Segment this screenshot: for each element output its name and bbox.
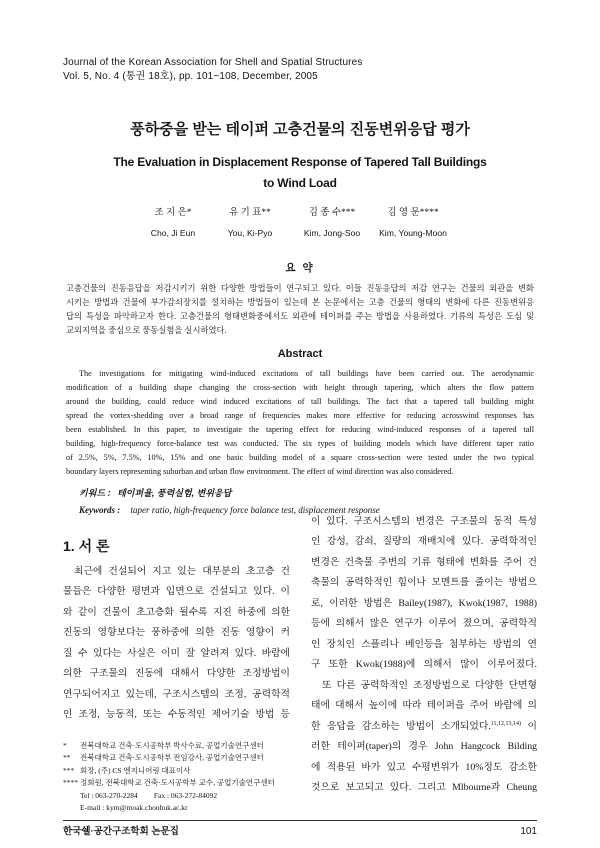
abstract-line: The investigations for mitigating wind-induced excitations of tall buildings have been carried out. The aerodynamic — [79, 369, 534, 378]
korean-abstract-line: 교외지역을 중심으로 풍동실험을 실시하였다. — [66, 326, 227, 335]
body-text-line: 인 조정, 능동적, 또는 수동적인 제어기술 방법 등 — [63, 709, 290, 721]
body-text-line: 연구되어지고 있는데, 구조시스템의 조정, 공력학적 — [63, 688, 290, 700]
footnote-fax: Fax : 063-272-84092 — [153, 790, 218, 800]
abstract-line: of 2.5%, 5%, 7.5%, 10%, 15% and one basic building model of a square cross-section were tested under the two typical — [66, 453, 534, 462]
author-english-name: Kim, Young-Moon — [379, 228, 447, 238]
abstract-line: building, high-frequency force-balance test was conducted. The six types of building models which have different taper ratio — [66, 439, 534, 448]
body-text-line: 인 장치인 스플리나 베인등을 첨부하는 방법의 연 — [311, 638, 537, 650]
body-text-line: 물들은 다양한 평면과 입면으로 건설되고 있다. 이 — [63, 586, 290, 598]
body-text-line: 이 있다. 구조시스템의 변경은 구조물의 동적 특성 — [311, 515, 537, 527]
body-text-line — [311, 717, 537, 738]
body-text-line: 등에 의해서 많은 연구가 이루어 졌으며, 공력학적 — [311, 618, 537, 630]
english-title-line: The Evaluation in Displacement Response of Tapered Tall Buildings — [113, 155, 487, 169]
abstract-line: spread the vortex-shedding over a broad range of frequencies makes more effective for reducing acrosswind responses has — [66, 411, 534, 420]
korean-abstract-line: 시키는 방법과 건물에 부가감쇠장치를 설치하는 방법들이 있는데 본 논문에서는 고층 건물의 형태의 변화에 다른 진동변위응 — [66, 298, 534, 307]
footnote — [63, 777, 291, 789]
english-keywords-label: Keywords : — [79, 505, 121, 515]
body-text-line: 구 또한 Kwok(1988)에 의해서 많이 이루어졌다. — [311, 659, 537, 671]
body-text-line: 질 수 있다는 사실은 이미 잘 알려져 있다. 바람에 — [63, 647, 290, 659]
abstract — [66, 367, 534, 479]
english-keywords-value: taper ratio, high-frequency force balance test, displacement response — [130, 505, 380, 515]
footnote-text: 회장, (주) CS 엔지니어링 대표이사 — [80, 765, 191, 775]
footnote — [63, 740, 291, 752]
body-text-line: 진동의 영향보다는 풍하중에 의한 진동 영향이 커 — [63, 627, 290, 639]
author — [373, 205, 453, 243]
footnote-text: 전북대학교 건축·도시공학부 박사수료, 공업기술연구센터 — [80, 741, 264, 750]
author-english-name: You, Ki-Pyo — [227, 228, 273, 238]
body-text-line: 축물의 공력학적인 힘이나 모멘트를 줄이는 방법으 — [311, 577, 537, 589]
footnote-tel: Tel : 063-270-2284 — [80, 790, 138, 800]
section-heading: 1. 서 론 — [63, 538, 110, 554]
abstract-heading: Abstract — [277, 348, 323, 360]
body-text-line: 태에 대해서 높이에 따라 테이퍼을 주어 바람에 의 — [311, 700, 537, 712]
footnote-contact — [63, 790, 291, 802]
right-column — [311, 512, 537, 799]
korean-title: 풍하중을 받는 테이퍼 고층건물의 진동변위응답 평가 — [130, 121, 470, 138]
left-column — [63, 562, 290, 726]
author-korean-name: 유 기 표** — [229, 208, 271, 218]
footnote-marker: ** — [63, 753, 71, 763]
footnote-marker: *** — [63, 765, 75, 775]
footnote — [63, 765, 291, 777]
journal-name: Journal of the Korean Association for Shell and Spatial Structures — [63, 57, 363, 68]
journal-issue: Vol. 5, No. 4 (통권 18호), pp. 101~108, December, 2005 — [63, 71, 318, 82]
author — [133, 205, 213, 243]
reference-superscript: 11,12,13,14) — [490, 720, 522, 727]
footnote-marker: **** — [63, 778, 78, 788]
body-text-segment: 이 — [521, 720, 538, 732]
abstract-line: boundary layers representing suburban and urban flow environment. The effect of wind direction was also considered. — [66, 467, 454, 476]
author — [210, 205, 290, 243]
author-english-name: Kim, Jong-Soo — [303, 228, 361, 238]
body-text-line: 또 다른 공력학적인 조정방법으로 다양한 단면형 — [322, 679, 537, 691]
footnotes — [63, 740, 291, 814]
footer-rule — [63, 820, 537, 821]
abstract-line: been established. In this paper, to investigate the tapering effect for reducing wind-induced responses of a tapered tall — [66, 425, 534, 434]
korean-abstract-line: 고층건물의 진동응답을 저감시키기 위한 다양한 방법들이 연구되고 있다. 이들 진동응답의 저감 연구는 건물의 외관을 변화 — [66, 284, 534, 293]
body-text-line: 인 강성, 감쇠, 질량의 재배치에 있다. 공력학적인 — [311, 536, 537, 548]
body-text-line: 러한 테이퍼(taper)의 경우 John Hangcock Bilding — [311, 741, 537, 753]
author-korean-name: 김 영 문**** — [387, 208, 439, 218]
author-korean-name: 김 종 수*** — [308, 208, 356, 218]
body-text-line: 로, 이러한 방법은 Bailey(1987), Kwok(1987, 1988) — [311, 597, 537, 609]
korean-keywords-value: 테이퍼율, 풍력실험, 변위응답 — [117, 488, 232, 498]
footnote-text: 정회원, 전북대학교 건축·도시공학부 교수, 공업기술연구센터 — [80, 778, 275, 788]
author-korean-name: 조 지 은* — [154, 208, 192, 218]
korean-keywords — [79, 486, 231, 500]
page-number: 101 — [520, 826, 537, 837]
korean-abstract-line: 답의 특성을 파악하고자 한다. 고층건물의 형태변화중에서도 외관에 테이퍼를 주는 방법을 사용하였다. 기류의 특성은 도심 및 — [66, 312, 534, 321]
footnote-marker: * — [63, 741, 67, 750]
footnote-text: 전북대학교 건축·도시공학부 전임강사, 공업기술연구센터 — [80, 753, 264, 763]
body-text-line: 것으로 보고되고 있다. 그리고 Mlbourne과 Cheung — [311, 782, 537, 794]
body-text-line: 와 같이 건물이 초고층화 될수록 지진 하중에 의한 — [63, 606, 290, 618]
body-text-line: 최근에 건설되어 지고 있는 대부분의 초고층 건 — [74, 565, 290, 577]
footnote-email — [63, 802, 291, 814]
english-title — [0, 152, 600, 194]
footnote — [63, 752, 291, 764]
korean-abstract-heading: 요 약 — [285, 262, 315, 274]
korean-abstract — [66, 282, 534, 338]
author — [292, 205, 372, 243]
body-text-line: 의한 구조물의 진동에 대해서 다양한 조정방법이 — [63, 668, 290, 680]
abstract-line: modification of a building shape changing the cross-section with height through tapering, which alters the flow pattern — [66, 383, 534, 392]
abstract-line: around the building, could reduce wind induced excitations of tall buildings. The fact that a tapered tall building might — [66, 397, 534, 406]
body-text-segment: 한 응답을 감소하는 방법이 소개되었다. — [311, 720, 491, 732]
body-text-line: 변경은 건축물 주변의 기류 형태에 변화를 주어 건 — [311, 556, 537, 568]
english-title-line: to Wind Load — [263, 176, 337, 190]
body-text-line: 에 적용된 바가 있고 수평변위가 10%정도 감소한 — [311, 761, 537, 773]
korean-keywords-label: 키워드 : — [79, 488, 111, 498]
footer-journal-name: 한국쉘·공간구조학회 논문집 — [63, 826, 179, 837]
author-english-name: Cho, Ji Eun — [150, 228, 196, 238]
footnote-email-text: E-mail : kym@moak.chonbuk.ac.kr — [80, 802, 188, 812]
